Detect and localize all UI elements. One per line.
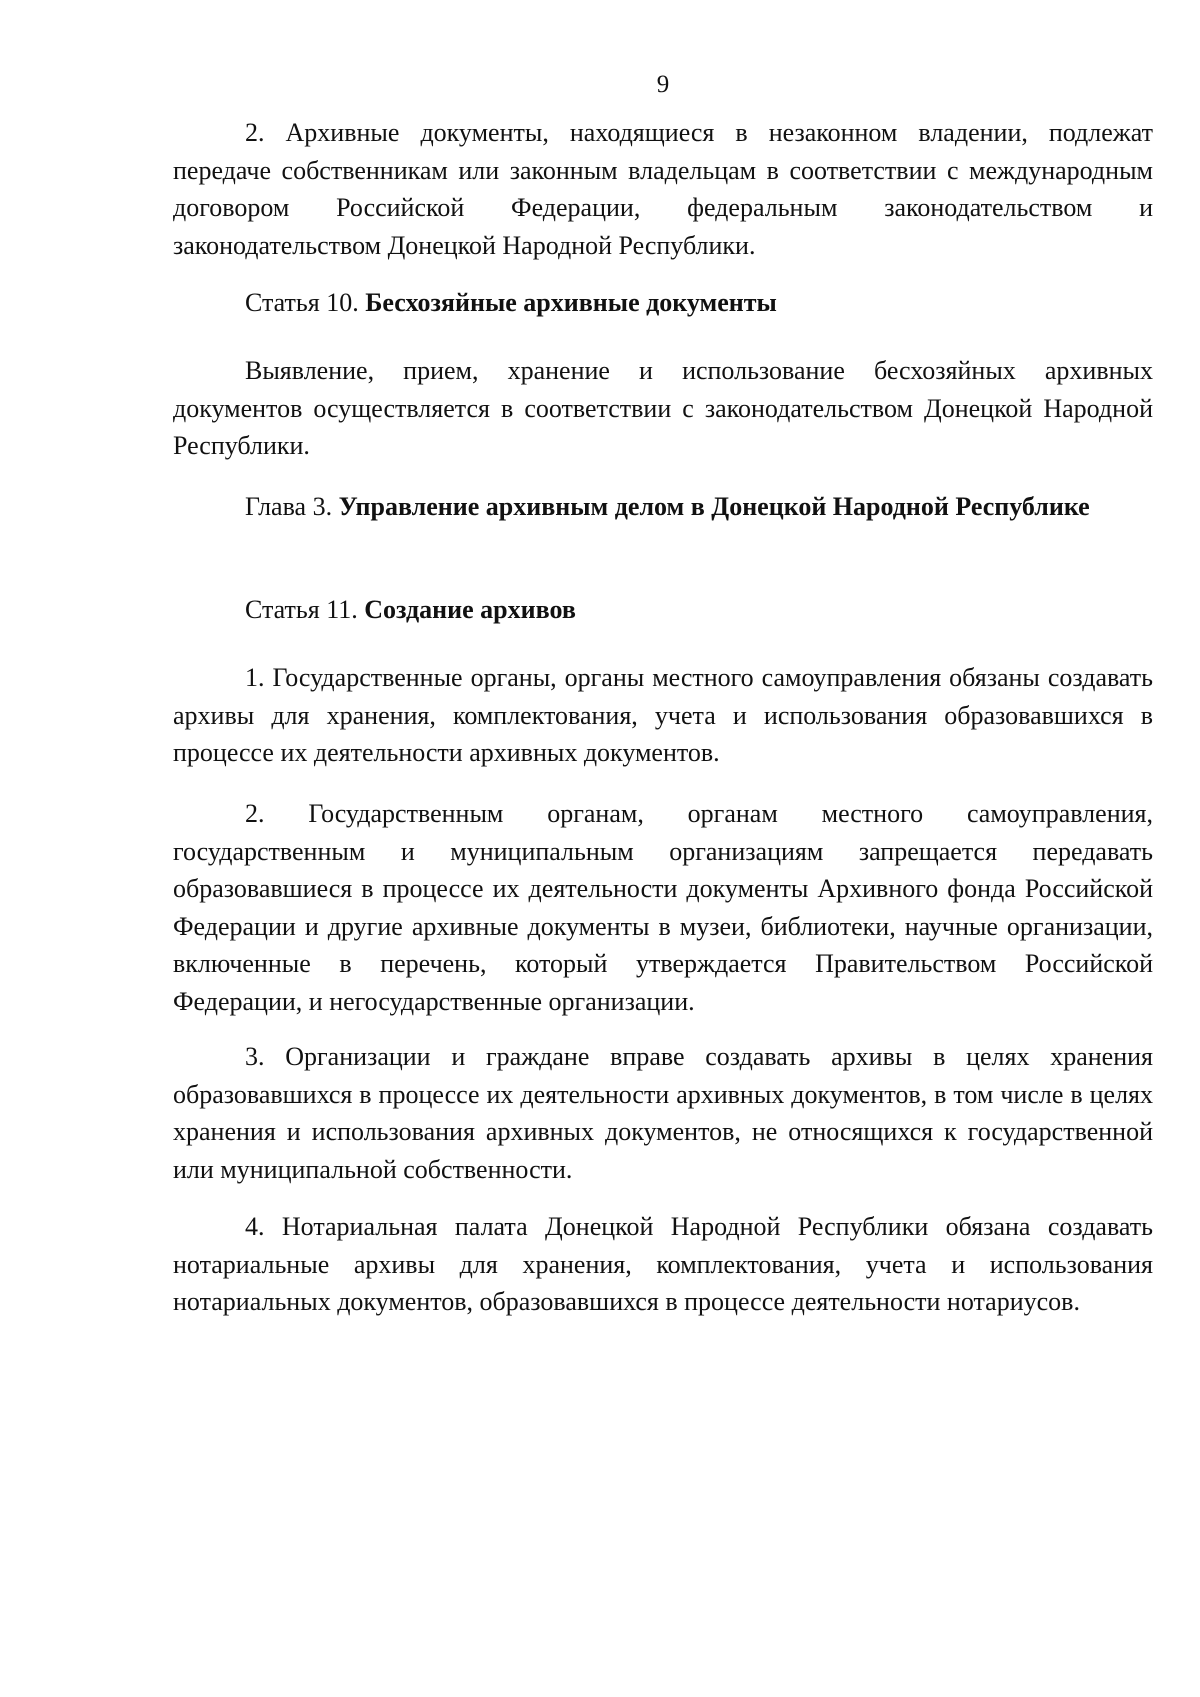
chapter-3-number: Глава 3. — [245, 492, 339, 521]
paragraph-article-11-item-2: 2. Государственным органам, органам местного самоуправления, государственным и муниципальным организациям запрещается передавать образовавшиеся в процессе их деятельности документы Архивного фонда Российской Федерации и другие архивные документы в музеи, библиотеки, научные организации, включенные в перечень, который утверждается Правительством Российской Федерации, и негосударственные организации. — [173, 799, 1153, 1016]
paragraph-article-10: Выявление, прием, хранение и использование бесхозяйных архивных документов осуществляется в соответствии с законодательством Донецкой Народной Республики. — [173, 356, 1153, 460]
paragraph-article-11-item-1: 1. Государственные органы, органы местного самоуправления обязаны создавать архивы для хранения, комплектования, учета и использования образовавшихся в процессе их деятельности архивных документов. — [173, 663, 1153, 767]
paragraph-article-11-item-3: 3. Организации и граждане вправе создавать архивы в целях хранения образовавшихся в процессе их деятельности архивных документов, в том числе в целях хранения и использования архивных документов, не относящихся к государственной или муниципальной собственности. — [173, 1042, 1153, 1184]
article-11-number: Статья 11. — [245, 595, 365, 624]
article-11-heading — [173, 591, 1153, 629]
article-10-heading — [173, 284, 1153, 322]
article-10-number: Статья 10. — [245, 288, 366, 317]
paragraph-article-9-item-2: 2. Архивные документы, находящиеся в незаконном владении, подлежат передаче собственникам или законным владельцам в соответствии с международным договором Российской Федерации, федеральным законодательством и законодательством Донецкой Народной Республики. — [173, 118, 1153, 260]
paragraph-article-11-item-4: 4. Нотариальная палата Донецкой Народной Республики обязана создавать нотариальные архивы для хранения, комплектования, учета и использования нотариальных документов, образовавшихся в процессе деятельности нотариусов. — [173, 1212, 1153, 1316]
page-number: 9 — [656, 71, 670, 98]
chapter-3-title: Управление архивным делом в Донецкой Народной Республике — [338, 492, 1090, 521]
chapter-3-heading — [173, 488, 1153, 526]
article-10-title: Бесхозяйные архивные документы — [365, 288, 777, 317]
article-11-title: Создание архивов — [364, 595, 576, 624]
